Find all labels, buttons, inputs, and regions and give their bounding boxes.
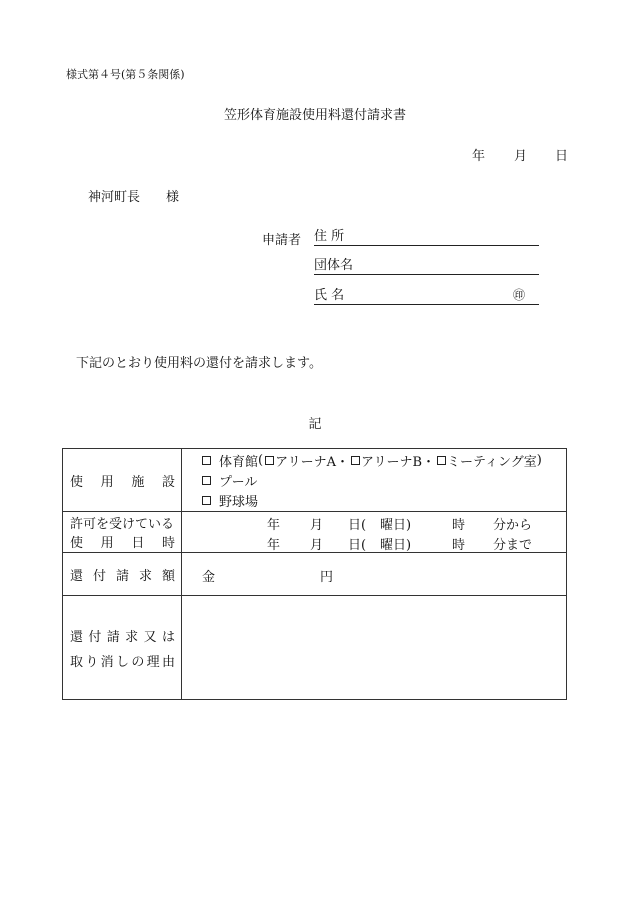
pool-checkbox[interactable] [202,476,211,485]
baseball-field-checkbox[interactable] [202,496,211,505]
facility-label [63,471,181,490]
facility-label-char: 用 [100,474,114,490]
amount-unit: 円 [320,570,334,585]
paren-open: ( [258,452,264,468]
address-label: 住 所 [314,229,345,244]
reason-label-char: 請 [106,629,120,645]
pool-label: プール [219,474,258,490]
from-hour: 時 [452,518,466,533]
permit-label-char: 時 [161,536,175,551]
permit-label-char: 用 [100,536,114,551]
reason-label-char: 又 [143,629,157,645]
facility-row [63,449,567,512]
from-month: 月 [310,518,324,533]
request-table [62,448,567,700]
seal-mark-icon: ㊞ [512,288,525,302]
to-hour: 時 [452,538,466,553]
gymnasium-label: 体育館 [219,454,259,470]
amount-label-char: 求 [138,568,152,584]
reason-label-char: 還 [70,629,84,645]
amount-label-char: 還 [70,568,84,584]
option-gymnasium[interactable] [182,450,566,470]
reason-label-char: 由 [161,654,175,670]
option-baseball-field[interactable] [182,490,566,510]
facility-label-cell [63,449,182,512]
amount-label-cell [63,553,182,596]
to-minute: 分まで [493,538,533,553]
permit-label-line2 [63,532,181,551]
option-pool[interactable] [182,470,566,490]
date-month-label: 月 [514,149,528,164]
meeting-room-checkbox[interactable] [437,456,446,465]
permit-label-char: 日 [131,536,145,551]
addressee-name: 神河町長 [88,190,141,205]
meeting-room-label: ミーティング室 [447,454,537,470]
from-day: 日( [348,518,367,533]
separator: ・ [422,454,436,470]
date-year-label: 年 [472,149,486,164]
from-year: 年 [267,518,281,533]
amount-cell[interactable] [182,553,567,596]
reason-label-char: 取 [70,654,84,670]
to-day: 日( [348,538,367,553]
from-minute: 分から [493,518,533,533]
arena-b-label: アリーナB [360,454,423,470]
reason-label-char: し [115,654,129,670]
arena-a-label: アリーナA [275,454,336,470]
document-title: 笠形体育施設使用料還付請求書 [223,108,406,123]
separator: ・ [335,454,349,470]
applicant-label: 申請者 [262,233,302,248]
paren-close: ) [536,452,542,468]
permit-from-line[interactable] [182,512,566,532]
reason-label-line2 [63,651,181,670]
permit-row [63,512,567,553]
reason-label-line1 [63,626,181,645]
form-number: 様式第４号(第５条関係) [66,68,185,81]
gymnasium-checkbox[interactable] [202,456,211,465]
addressee-honorific: 様 [166,190,180,205]
facility-label-char: 設 [161,474,175,490]
facility-label-char: 使 [70,474,84,490]
ki-heading: 記 [308,417,322,432]
reason-cell[interactable] [182,596,567,700]
permit-to-line[interactable] [182,532,566,552]
amount-label-char: 額 [161,568,175,584]
arena-a-checkbox[interactable] [265,456,274,465]
reason-label-char: は [161,629,175,645]
address-field[interactable] [314,227,539,246]
reason-label-char: 消 [100,654,114,670]
reason-label-cell [63,596,182,700]
reason-label-char: 付 [88,629,102,645]
from-weekday: 曜日) [380,518,412,533]
applicant-name-label: 氏 名 [314,288,345,303]
reason-row [63,596,567,700]
group-name-label: 団体名 [314,258,354,273]
addressee [88,186,179,205]
baseball-field-label: 野球場 [219,494,259,510]
to-month: 月 [310,538,324,553]
arena-b-checkbox[interactable] [351,456,360,465]
reason-label-char: 理 [146,654,160,670]
amount-label-char: 請 [115,568,129,584]
amount-label [63,565,181,584]
permit-label-line1: 許可を受けている [70,517,175,532]
amount-prefix: 金 [202,570,216,585]
reason-label-char: り [85,654,99,670]
applicant-name-field[interactable] [314,286,539,305]
group-name-field[interactable] [314,256,539,275]
reason-label-char: 求 [125,629,139,645]
amount-row [63,553,567,596]
intro-text: 下記のとおり使用料の還付を請求します。 [76,356,322,371]
permit-datetime-cell [182,512,567,553]
facility-options-cell [182,449,567,512]
permit-label-cell [63,512,182,553]
facility-label-char: 施 [131,474,145,490]
amount-label-char: 付 [92,568,106,584]
date-day-label: 日 [555,149,569,164]
to-year: 年 [267,538,281,553]
permit-label-char: 使 [70,536,84,551]
to-weekday: 曜日) [380,538,412,553]
reason-label-char: の [131,654,145,670]
